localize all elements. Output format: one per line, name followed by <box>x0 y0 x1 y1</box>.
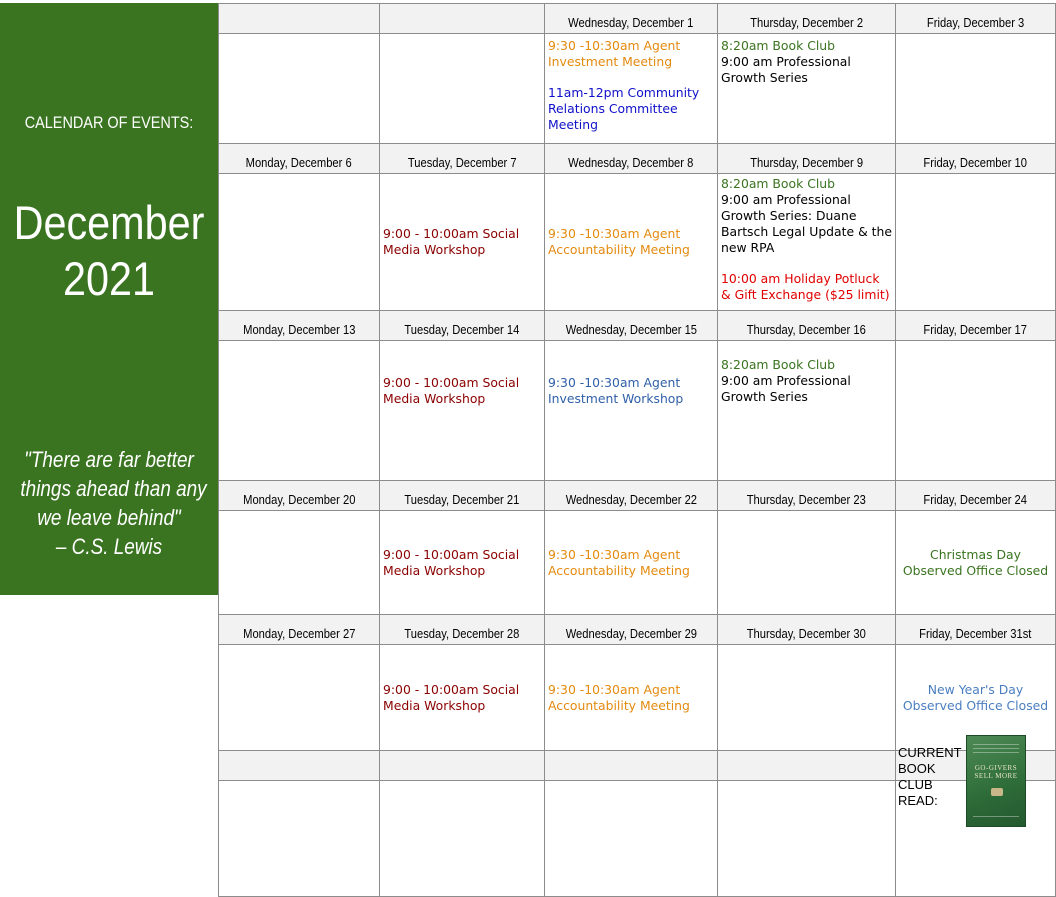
day-cell <box>718 174 896 311</box>
year: 2021 <box>62 252 156 305</box>
day-header <box>896 4 1056 34</box>
day-cell <box>896 174 1056 311</box>
day-header-label: Friday, December 3 <box>926 15 1025 30</box>
event-entry: New Year's Day Observed Office Closed <box>902 681 1049 713</box>
week-events-row <box>219 174 1056 311</box>
day-header <box>380 4 545 34</box>
book-club-label: CURRENT BOOK CLUB READ: <box>898 745 962 808</box>
day-cell <box>380 34 545 144</box>
day-cell <box>718 341 896 481</box>
day-header-label: Wednesday, December 22 <box>565 492 697 507</box>
week-events-row <box>219 511 1056 615</box>
event-spacer <box>721 256 892 271</box>
day-header <box>380 144 545 174</box>
day-header-label: Thursday, December 9 <box>750 155 863 170</box>
event-entry: 9:00 - 10:00am Social Media Workshop <box>383 546 520 578</box>
day-header-label: Wednesday, December 8 <box>568 155 694 170</box>
day-cell <box>219 781 380 897</box>
day-header <box>545 615 718 645</box>
day-cell <box>380 645 545 751</box>
day-header <box>718 615 896 645</box>
week-header-row <box>219 4 1056 34</box>
day-header <box>219 751 380 781</box>
event-entry: 9:30 -10:30am Agent Accountability Meeting <box>548 681 690 713</box>
day-cell <box>219 645 380 751</box>
event-entry: 9:30 -10:30am Agent Accountability Meeting <box>548 226 690 257</box>
day-cell <box>380 511 545 615</box>
week-header-row <box>219 144 1056 174</box>
month-name: December <box>13 196 205 249</box>
day-cell <box>545 174 718 311</box>
event-entry: 8:20am Book Club <box>721 176 836 191</box>
event-entry: 9:00 - 10:00am Social Media Workshop <box>383 226 520 257</box>
day-cell <box>545 781 718 897</box>
day-cell <box>219 174 380 311</box>
day-cell <box>718 781 896 897</box>
day-header-label: Wednesday, December 29 <box>565 626 697 641</box>
day-header <box>219 481 380 511</box>
quote-line: things ahead than any <box>20 476 207 501</box>
gift-box-icon <box>991 788 1003 796</box>
day-header <box>545 144 718 174</box>
event-entry: Christmas Day Observed Office Closed <box>902 546 1049 578</box>
event-entry: 9:00 am Professional Growth Series: Duane Bartsch Legal Update & the new RPA <box>721 192 893 255</box>
month-title <box>13 195 205 307</box>
day-cell <box>896 34 1056 144</box>
day-header-label: Monday, December 27 <box>242 626 356 641</box>
day-header <box>219 4 380 34</box>
day-header-label: Friday, December 31st <box>919 626 1032 641</box>
day-header-label: Thursday, December 30 <box>746 626 867 641</box>
event-entry: 9:00 am Professional Growth Series <box>721 373 851 404</box>
day-header <box>219 311 380 341</box>
day-header <box>380 311 545 341</box>
week-header-row <box>219 311 1056 341</box>
event-entry: 9:30 -10:30am Agent Investment Workshop <box>548 375 684 406</box>
day-header-label: Thursday, December 23 <box>746 492 867 507</box>
day-header <box>896 615 1056 645</box>
day-cell <box>219 511 380 615</box>
day-cell <box>545 341 718 481</box>
event-entry: 9:30 -10:30am Agent Investment Meeting <box>548 38 681 69</box>
day-cell <box>545 511 718 615</box>
day-header <box>545 751 718 781</box>
day-cell <box>545 34 718 144</box>
event-entry: 8:20am Book Club <box>721 357 836 372</box>
quote-line: we leave behind" <box>37 505 181 530</box>
day-header-label: Friday, December 17 <box>923 322 1028 337</box>
day-header-label: Thursday, December 16 <box>746 322 867 337</box>
day-header <box>718 311 896 341</box>
day-header <box>219 615 380 645</box>
book-cover-title: GO-GIVERS SELL MORE <box>974 764 1018 780</box>
day-cell <box>380 341 545 481</box>
week-events-row <box>219 341 1056 481</box>
day-header-label: Thursday, December 2 <box>750 15 863 30</box>
event-spacer <box>548 70 714 85</box>
day-header-label: Friday, December 24 <box>923 492 1028 507</box>
day-cell <box>219 34 380 144</box>
week-events-row <box>219 645 1056 751</box>
day-header-label: Friday, December 10 <box>923 155 1028 170</box>
day-header <box>718 481 896 511</box>
day-header <box>896 311 1056 341</box>
day-header <box>896 481 1056 511</box>
day-header-label: Tuesday, December 21 <box>404 492 520 507</box>
day-header <box>545 4 718 34</box>
day-cell <box>718 34 896 144</box>
day-cell <box>380 781 545 897</box>
event-entry: 8:20am Book Club <box>721 38 836 53</box>
day-header <box>718 751 896 781</box>
week-events-row <box>219 34 1056 144</box>
day-header <box>545 481 718 511</box>
day-header <box>718 144 896 174</box>
event-entry: 9:00 - 10:00am Social Media Workshop <box>383 681 520 713</box>
day-header <box>380 751 545 781</box>
event-entry: 11am-12pm Community Relations Committee Meeting <box>548 85 700 132</box>
book-cover-image <box>966 735 1026 827</box>
event-entry: 9:30 -10:30am Agent Accountability Meeting <box>548 546 690 578</box>
day-header <box>219 144 380 174</box>
quote-attribution: – C.S. Lewis <box>55 534 163 559</box>
day-header <box>545 311 718 341</box>
day-header-label: Wednesday, December 1 <box>568 15 694 30</box>
day-header-label: Tuesday, December 28 <box>404 626 520 641</box>
week-header-row <box>219 481 1056 511</box>
day-header-label: Wednesday, December 15 <box>565 322 697 337</box>
day-header-label: Monday, December 20 <box>242 492 356 507</box>
day-header <box>896 144 1056 174</box>
day-header-label: Tuesday, December 7 <box>407 155 517 170</box>
day-header <box>380 481 545 511</box>
day-cell <box>718 511 896 615</box>
sidebar-panel <box>0 3 218 595</box>
quote-line: "There are far better <box>24 447 194 472</box>
day-header <box>718 4 896 34</box>
day-cell <box>718 645 896 751</box>
calendar-heading: CALENDAR OF EVENTS: <box>24 113 194 132</box>
day-cell <box>219 341 380 481</box>
day-header-label: Monday, December 6 <box>245 155 353 170</box>
day-header-label: Tuesday, December 14 <box>404 322 520 337</box>
event-entry: 10:00 am Holiday Potluck & Gift Exchange ($25 limit) <box>721 271 890 302</box>
week-header-row <box>219 615 1056 645</box>
day-cell <box>896 511 1056 615</box>
quote <box>20 445 207 561</box>
event-entry: 9:00 - 10:00am Social Media Workshop <box>383 375 520 406</box>
day-cell <box>380 174 545 311</box>
day-cell <box>545 645 718 751</box>
day-cell <box>896 341 1056 481</box>
day-header <box>380 615 545 645</box>
event-entry: 9:00 am Professional Growth Series <box>721 54 851 85</box>
day-header-label: Monday, December 13 <box>242 322 356 337</box>
